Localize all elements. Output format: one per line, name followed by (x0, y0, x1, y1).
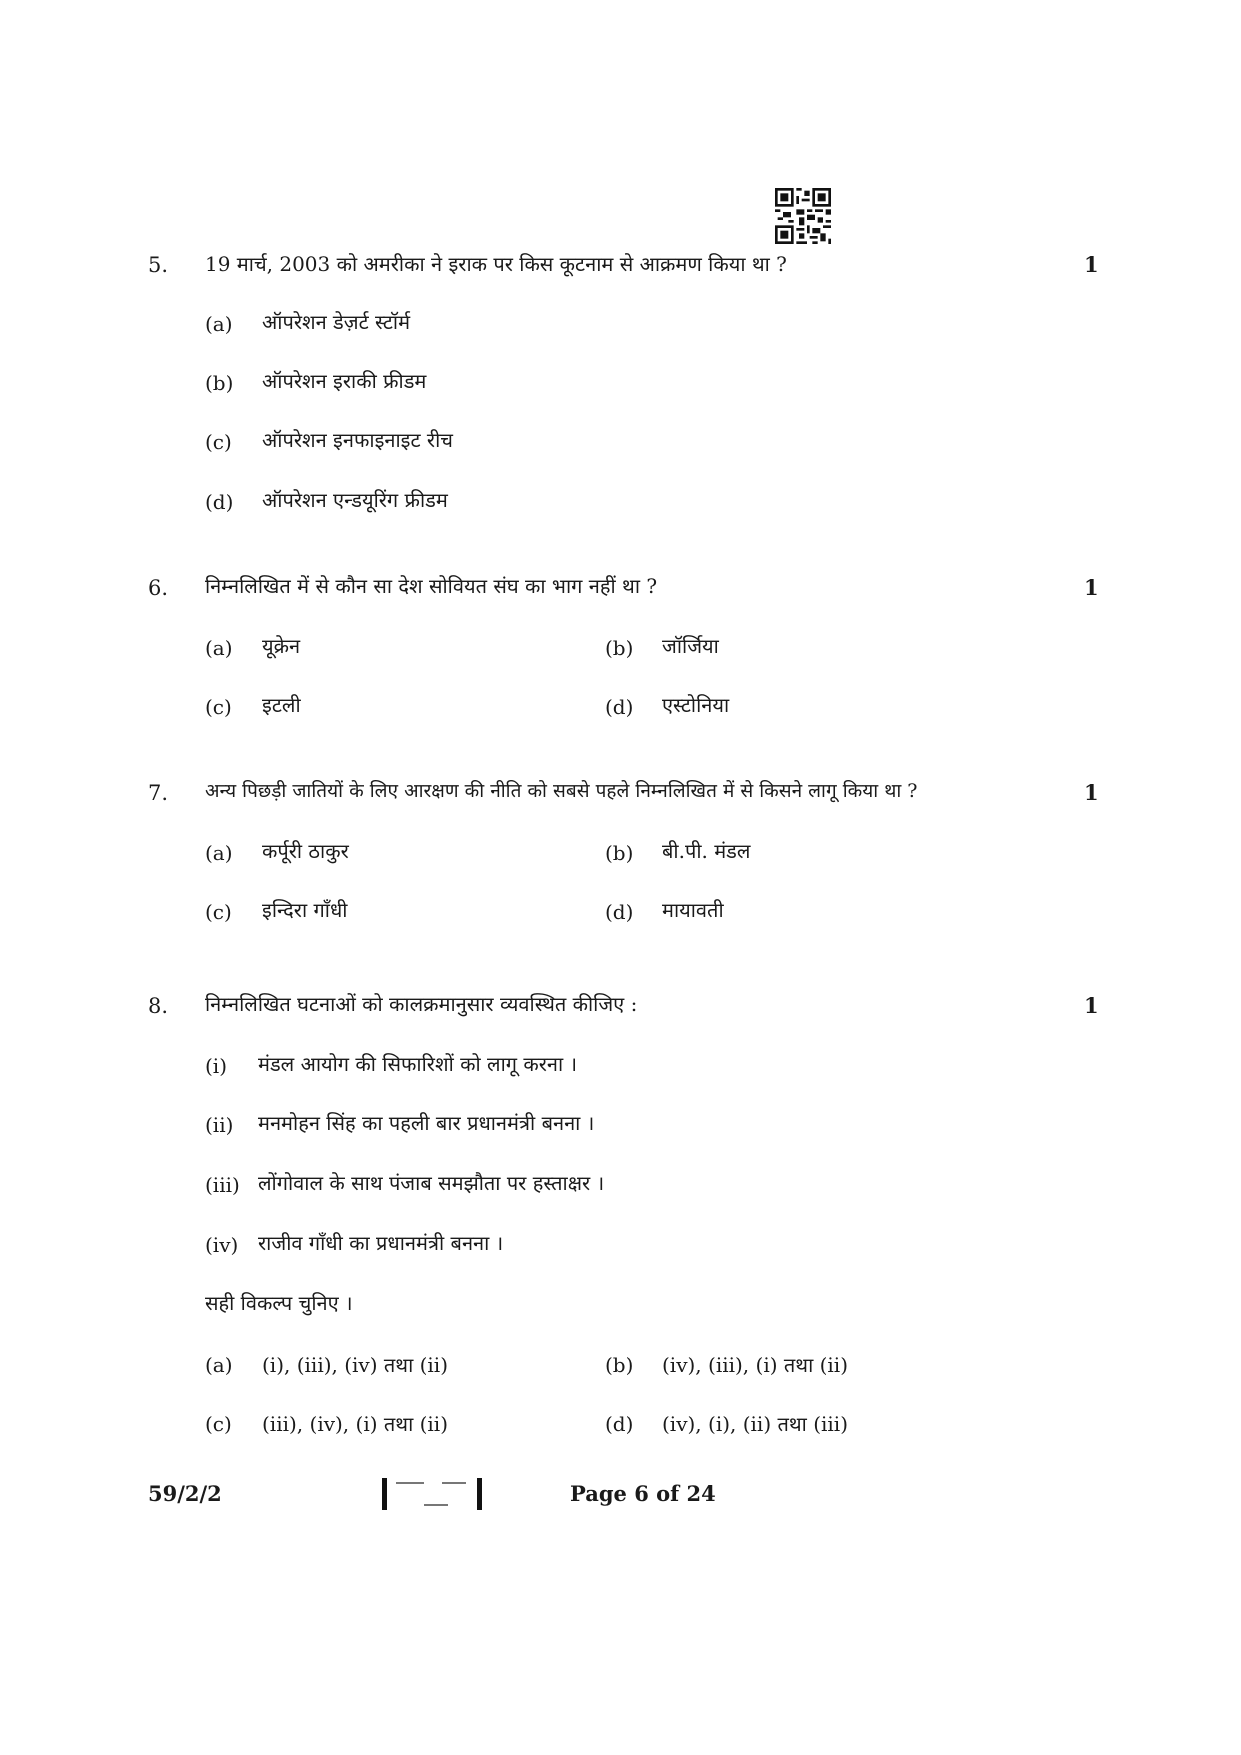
question-number: 5. (148, 253, 169, 277)
question-text: अन्य पिछड़ी जातियों के लिए आरक्षण की नीति को सबसे पहले निम्नलिखित में से किसने लागू किया था ? (205, 780, 918, 802)
event-label: (iii) (205, 1173, 240, 1197)
option-label: (d) (605, 695, 634, 719)
question-number: 6. (148, 576, 169, 600)
option-text: ऑपरेशन इनफाइनाइट रीच (262, 428, 453, 452)
option-label: (c) (205, 430, 232, 454)
option-label: (b) (605, 841, 634, 865)
option-label: (b) (605, 1353, 634, 1377)
option-text: जॉर्जिया (662, 634, 719, 658)
instruction-text: सही विकल्प चुनिए । (205, 1291, 353, 1315)
event-text: राजीव गाँधी का प्रधानमंत्री बनना । (258, 1231, 504, 1255)
option-label: (a) (205, 636, 233, 660)
option-label: (a) (205, 312, 233, 336)
question-marks: 1 (1084, 780, 1099, 805)
question-text: निम्नलिखित घटनाओं को कालक्रमानुसार व्यवस्थित कीजिए : (205, 992, 638, 1016)
event-label: (i) (205, 1054, 228, 1078)
option-label: (b) (205, 371, 234, 395)
option-text: (iii), (iv), (i) तथा (ii) (262, 1412, 449, 1436)
qr-code-icon (775, 188, 831, 244)
option-text: इटली (262, 693, 301, 717)
option-text: मायावती (662, 898, 724, 922)
event-text: मंडल आयोग की सिफारिशों को लागू करना । (258, 1052, 578, 1076)
event-label: (iv) (205, 1233, 239, 1257)
option-label: (c) (205, 1412, 232, 1436)
option-text: ऑपरेशन इराकी फ्रीडम (262, 369, 427, 393)
paper-code: 59/2/2 (148, 1481, 222, 1506)
event-text: लोंगोवाल के साथ पंजाब समझौता पर हस्ताक्षर । (258, 1171, 605, 1195)
question-number: 7. (148, 781, 169, 805)
page-number: Page 6 of 24 (570, 1481, 716, 1506)
event-label: (ii) (205, 1113, 234, 1137)
option-text: (i), (iii), (iv) तथा (ii) (262, 1353, 449, 1377)
question-marks: 1 (1084, 575, 1099, 600)
option-label: (d) (605, 1412, 634, 1436)
option-label: (d) (205, 490, 234, 514)
option-text: ऑपरेशन एन्डयूरिंग फ्रीडम (262, 488, 448, 512)
option-text: कर्पूरी ठाकुर (262, 839, 349, 863)
option-text: ऑपरेशन डेज़र्ट स्टॉर्म (262, 310, 411, 334)
question-text: 19 मार्च, 2003 को अमरीका ने इराक पर किस कूटनाम से आक्रमण किया था ? (205, 252, 787, 276)
option-text: बी.पी. मंडल (662, 839, 751, 863)
event-text: मनमोहन सिंह का पहली बार प्रधानमंत्री बनना । (258, 1111, 595, 1135)
option-text: एस्टोनिया (662, 693, 730, 717)
option-text: यूक्रेन (262, 634, 301, 658)
option-label: (d) (605, 900, 634, 924)
option-label: (c) (205, 695, 232, 719)
option-text: (iv), (i), (ii) तथा (iii) (662, 1412, 849, 1436)
option-label: (c) (205, 900, 232, 924)
option-text: (iv), (iii), (i) तथा (ii) (662, 1353, 849, 1377)
question-number: 8. (148, 994, 169, 1018)
barcode-icon (380, 1476, 484, 1512)
question-text: निम्नलिखित में से कौन सा देश सोवियत संघ का भाग नहीं था ? (205, 574, 658, 598)
option-label: (b) (605, 636, 634, 660)
question-marks: 1 (1084, 252, 1099, 277)
option-text: इन्दिरा गाँधी (262, 898, 348, 922)
option-label: (a) (205, 841, 233, 865)
question-marks: 1 (1084, 993, 1099, 1018)
option-label: (a) (205, 1353, 233, 1377)
